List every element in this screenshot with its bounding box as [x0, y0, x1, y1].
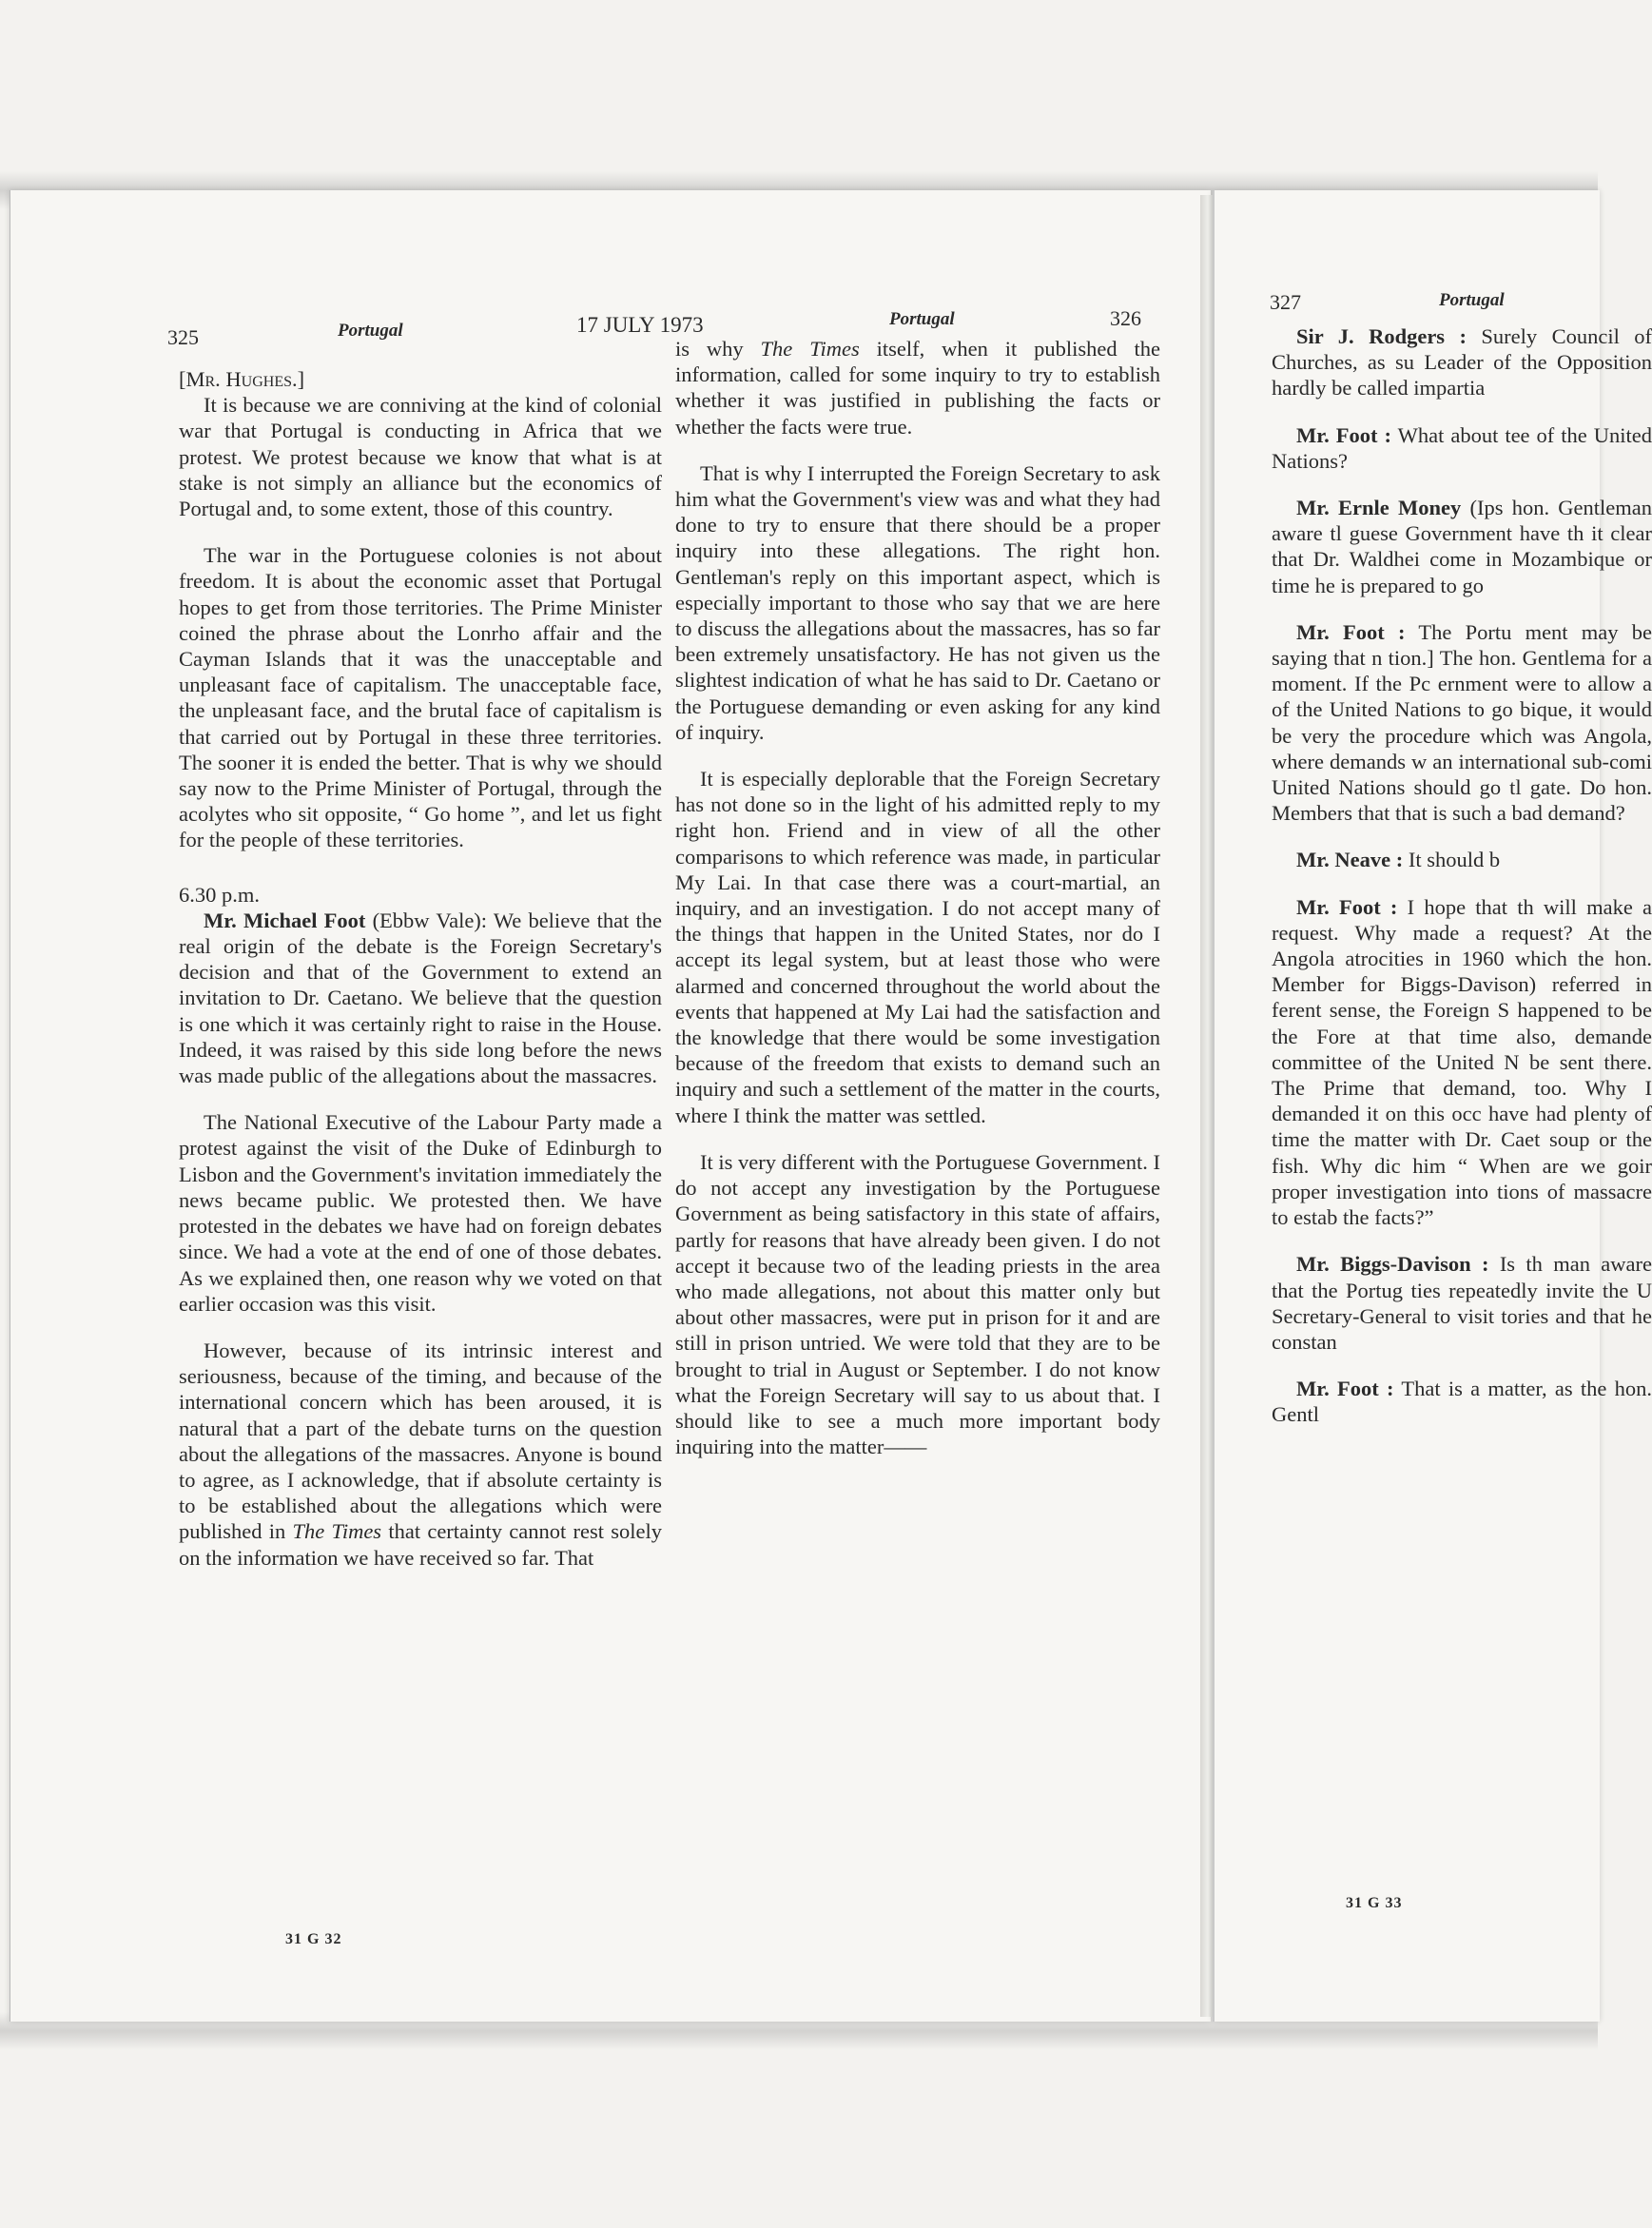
speaker-continuation: [Mr. Hughes.] [179, 367, 305, 391]
speaker-name: Mr. Michael Foot [204, 908, 366, 932]
paragraph: However, because of its intrinsic interest and seriousness, because of the timing, and because of the international concern which has been aroused, it is natural that a part of the debate turns on the question about the allegations of the massacres. Anyone is bound to agree, as I acknowledge, that if absolute certainty is to be established about the allegations which were published in The Times that certainty cannot rest solely on the information we have received so far. That [179, 1338, 663, 1570]
paragraph: The National Executive of the Labour Party made a protest against the visit of the Duke of Edinburgh to Lisbon and the Government's invitation immediately the news became public. We protested then. We have protested in the debates we have had on foreign debates since. We had a vote at the end of one of those debates. As we explained then, one reason why we voted on that earlier occasion was this visit. [179, 1110, 662, 1316]
speech: Sir J. Rodgers : Surely Council of Churches, as su Leader of the Opposition hardly be called impartia [1272, 324, 1652, 401]
date-header: 17 JULY 1973 [576, 313, 704, 337]
speech-opening: Mr. Michael Foot (Ebbw Vale): We believe that the real origin of the debate is the Foreign Secretary's decision and that of the Government to extend an invitation to Dr. Caetano. We believe that the question is one which it was certainly right to raise in the House. Indeed, it was raised by this side long before the news was made public of the allegations about the massacres. [179, 908, 663, 1088]
speech: Mr. Foot : That is a matter, as the hon. Gentl [1272, 1377, 1652, 1427]
page-footer-code: 31 G 32 [285, 1931, 342, 1947]
timestamp: 6.30 p.m. [179, 882, 261, 907]
next-page-number: 327 [1270, 290, 1301, 314]
column-325 [179, 366, 662, 1571]
paragraph: That is why I interrupted the Foreign Secretary to ask him what the Government's view was and what they had done to try to ensure that there should be a proper inquiry into these allegations. The right hon. Gentleman's reply on this important aspect, which is especially important to those who say that we are here to discuss the allegations about the massacres, has so far been extremely unsatisfactory. He has not given us the slightest indication of what he has said to Dr. Caetano or the Portuguese demanding or even asking for any kind of inquiry. [675, 460, 1160, 744]
speech: Mr. Neave : It should b [1296, 848, 1501, 872]
paragraph: It is very different with the Portuguese Government. I do not accept any investigation by the Portuguese Government as being satisfactory in this state of affairs, partly for reasons that have already been given. I do not accept it because two of the leading priests in the area who made allegations, not about this matter only but about other massacres, were put in prison for it and are still in prison untried. We were told that they are to be brought to trial in August or September. I do not know what the Foreign Secretary will say to us about that. I should like to see a much more important body inquiring into the matter—— [675, 1149, 1160, 1459]
left-page-number: 325 [167, 325, 199, 349]
column-326 [675, 336, 1160, 1459]
left-running-title: Portugal [338, 321, 403, 341]
speech: Mr. Foot : What about tee of the United Nations? [1272, 422, 1652, 473]
speech: Mr. Foot : The Portu ment may be saying that n tion.] The hon. Gentlema for a moment. If the Pc ernment were to allow a of the United Nations to go bique, it would be very the procedure which was Angola, where demands w an international sub-comi United Nations should go tl gate. Do hon. Members that that is such a bad demand? [1272, 619, 1652, 826]
speech: Mr. Biggs-Davison : Is th man aware that the Portug ties repeatedly invite the U Secretary-General to visit tories and that he constan [1272, 1252, 1652, 1354]
paragraph: is why The Times itself, when it published the information, called for some inquiry to try to establish whether it was justified in publishing the facts or whether the facts were true. [675, 337, 1160, 439]
paragraph: It is especially deplorable that the Foreign Secretary has not done so in the light of his admitted reply to my right hon. Friend and in view of all the other comparisons to which reference was made, in particular My Lai. In that case there was a court-martial, an inquiry, and an investigation. I do not accept many of the things that happen in the United States, nor do I accept its legal system, but at least those who were alarmed and concerned throughout the world about the events that happened at My Lai had the satisfaction and the knowledge that there would be some investigation because of the freedom that exists to demand such an inquiry and such a settlement of the matter in the courts, where I think the matter was settled. [675, 767, 1160, 1127]
paragraph: It is because we are conniving at the kind of colonial war that Portugal is conducting in Africa that we protest. We protest because we know that what is at stake is not simply an alliance but the economics of Portugal and, to some extent, those of this country. [179, 393, 662, 521]
column-327 [1272, 323, 1652, 1428]
speech: Mr. Ernle Money (Ips hon. Gentleman aware tl guese Government have th it clear that Dr. Waldhei come in Mozambique or time he is prepared to go [1272, 496, 1652, 597]
right-page-number: 326 [1110, 306, 1141, 330]
constituency: (Ebbw Vale): [372, 908, 488, 932]
right-running-title: Portugal [889, 309, 955, 329]
paragraph: The war in the Portuguese colonies is not about freedom. It is about the economic asset that Portugal hopes to get from those territories. The Prime Minister coined the phrase about the Lonrho affair and the Cayman Islands that it was the unacceptable and unpleasant face of capitalism. The unacceptable face, the unpleasant face, and the brutal face of capitalism is that carried out by Portugal in these three territories. The sooner it is ended the better. That is why we should say now to the Prime Minister of Portugal, through the acolytes who sit opposite, “ Go home ”, and let us fight for the people of these territories. [179, 543, 662, 852]
next-page-footer-code: 31 G 33 [1346, 1895, 1403, 1911]
speech: Mr. Foot : I hope that th will make a request. Why made a request? At the Angola atrocities in 1960 which the hon. Member for Biggs-Davison) referred in ferent sense, the Foreign S happened to be the Fore at that time also, demande committee of the United N be sent there. The Prime that demand, too. Why I demanded it on this occ have had plenty of time the matter with Dr. Caet soup or the fish. Why dic him “ When are we goir proper investigation into tions of massacre to estab the facts?” [1272, 894, 1652, 1230]
next-running-title: Portugal [1439, 290, 1505, 310]
